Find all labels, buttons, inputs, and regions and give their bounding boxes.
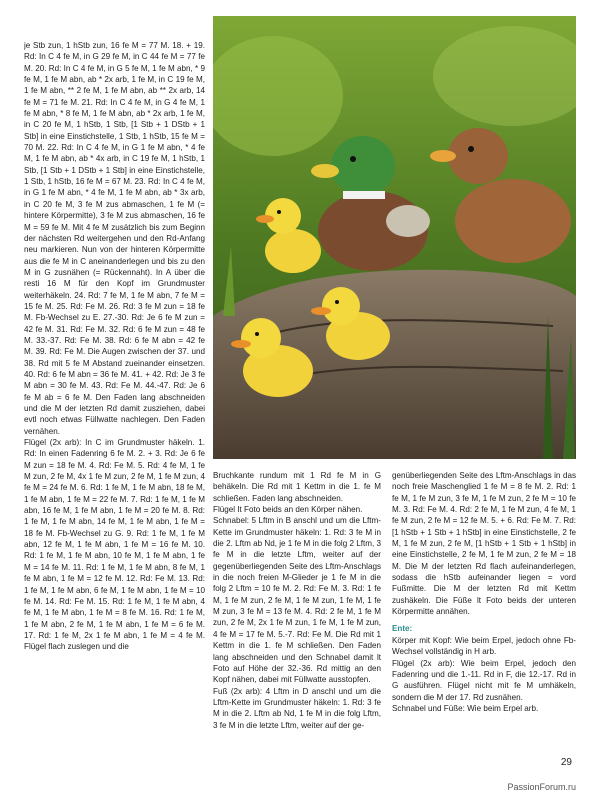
text-column-middle: [213, 470, 381, 770]
photo-illustration: [213, 16, 576, 459]
amigurumi-ducks-photo: [213, 16, 576, 459]
paragraph: Schnabel und Füße: Wie beim Erpel arb.: [392, 703, 539, 713]
paragraph: je Stb zun, 1 hStb zun, 16 fe M = 77 M. 18. + 19. Rd: In C 4 fe M, in G 29 fe M, in C 44 fe M = 77 fe M. 20. Rd: In C 4 fe M, in G 5 fe M, 1 fe M abn, * 9 fe M, 1 fe M abn, ab * 2x arb, 1 fe M, in C 19 fe M, 1 fe M abn, ** 2 fe M, 1 fe M abn, ab ** 2x arb, 14 fe M = 71 fe M. 21. Rd: In C 4 fe M, in G 4 fe M, 1 fe M abn, * 8 fe M, 1 fe M abn, ab * 2x arb, 1 fe M, in C 20 fe M, 1 hStb, 1 Stb, [1 Stb + 1 DStb + 1 Stb] in eine Einstichstelle, 1 Stb, 1 hStb, 15 fe M = 70 M. 22. Rd: In C 4 fe M, in G 1 fe M abn, * 4 fe M, 1 fe M abn, ab * 4x arb, in C 19 fe M, 1 hStb, 1 Stb, [1 Stb + 1 DStb + 1 Stb] in eine Einstichstelle, 1 Stb, 1 hStb, 16 fe M = 67 M. 23. Rd: In C 4 fe M, in G 1 fe M abn, * 4 fe M, 1 fe M abn, ab * 3x arb, in C 20 fe M, 3 fe M zus abmaschen, 1 fe M (= hintere Körpermitte), 3 fe M zus abmaschen, 16 fe M = 59 fe M. Mit 4 fe M zusätzlich bis zum Beginn der nächsten Rd weitergehen und den Rd-Anfang neu markieren. Nun von der hinteren Körpermitte aus die fe M in C aneinanderlegen und bis zu den M in G zusnähen (= Rückennaht). In A über die resti 16 M für den Kopf im Grundmuster weiterhäkeln. 24. Rd: 7 fe M, 1 fe M abn, 7 fe M = 15 fe M. 25. Rd: Fe M. 26. Rd: 3 fe M zun = 18 fe M. Fb-Wechsel zu E. 27.-30. Rd: Je 6 fe M zun = 42 fe M. 31. Rd: Fe M. 32. Rd: 6 fe M zun = 48 fe M. 33.-37. Rd: Fe M. 38. Rd: 6 fe M abn = 42 fe M. 39. Rd: Fe M. Die Augen zwischen der 37. und 38. Rd mit 5 fe M Abstand zueinander einsetzen. 40. Rd: 6 fe M abn = 36 fe M. 41. + 42. Rd: Je 3 fe M abn = 30 fe M. 43. Rd: Fe M. 44.-47. Rd: Je 6 fe M ab = 6 fe M. Den Faden lang abschneiden und die M der letzten Rd damit zusziehen, dabei evtl noch etwas Füllwatte nachlegen. Den Faden vernähen.: [24, 41, 205, 436]
paragraph: Flügel (2x arb): Wie beim Erpel, jedoch den Fadenring und die 1.-11. Rd in F, die 12.-17. Rd in G ausführen. Flügel nicht mit fe M umhäkeln, sondern die M der 17. Rd zusnähen.: [392, 658, 576, 702]
paragraph: genüberliegenden Seite des Lftm-Anschlags in das noch freie Maschenglied 1 fe M = 8 fe M. 2. Rd: 1 fe M, 1 fe M zun, 3 fe M, 1 fe M zun, 2 fe M = 10 fe M. 3. Rd: Fe M. 4. Rd: 2 fe M, 1 fe M zun, 4 fe M, 1 fe M zun, 2 fe M = 12 fe M. 5. + 6. Rd: Fe M. 7. Rd: [1 hStb + 1 Stb + 1 hStb] in eine Einstichstelle, 2 fe M, 1 fe M zun, 2 fe M, [1 hStb + 1 Stb + 1 hStb] in eine Einstichstelle, 2 fe M, 1 fe M zun, 2 fe M = 18 M. Die M der letzten Rd flach aufeinanderlegen, sodass die hStb aufeinander liegen = vord Fußmitte. Die M der letzten Rd mit Kettm zushäkeln. Die Füße lt Foto beids der unteren Körpermitte annähen.: [392, 471, 576, 617]
paragraph: Bruchkante rundum mit 1 Rd fe M in G behäkeln. Die Rd mit 1 Kettm in die 1. fe M schließen. Faden lang abschneiden.: [213, 471, 381, 503]
page-number: 29: [560, 757, 572, 768]
text-column-right: [392, 470, 576, 770]
paragraph: Flügel It Foto beids an den Körper nähen.: [213, 505, 363, 515]
watermark: PassionForum.ru: [507, 782, 576, 792]
section-heading: Ente:: [392, 624, 413, 634]
paragraph: Körper mit Kopf: Wie beim Erpel, jedoch ohne Fb-Wechsel vollständig in H arb.: [392, 635, 576, 657]
paragraph: Schnabel: 5 Lftm in B anschl und um die Lftm-Kette im Grundmuster häkeln: 1. Rd: 3 fe M in die 2. Lftm ab Nd, je 1 fe M in die folg 2 Lftm, 3 fe M in die letzte Lftm, weiter auf der gegenüberliegenden Seite des Lftm-Anschlags in die noch freien M-Glieder je 1 fe M in die folg 2 Lftm = 10 fe M. 2. Rd: Fe M. 3. Rd: 1 fe M, 1 fe M zun, 2 fe M, 1 fe M zun, 1 fe M, 1 fe M zun, 3 fe M = 13 fe M. 4. Rd: 2 fe M, 1 fe M zun, 2 fe M, 2x 1 fe M zun, 1 fe M, 1 fe M zun, 4 fe M = 17 fe M. 5.-7. Rd: Fe M. Die Rd mit 1 Kettm in die 1. fe M schließen. Den Faden lang abschneiden und den Schnabel damit lt Foto auf Höhe der 32.-36. Rd mittig an den Kopf nähen, dabei mit Füllwatte ausstopfen.: [213, 516, 381, 685]
paragraph: Fuß (2x arb): 4 Lftm in D anschl und um die Lftm-Kette im Grundmuster häkeln: 1. Rd: 3 fe M in die 2. Lftm ab Nd, 1 fe M in die folg Lftm, 3 fe M in die letzte Lftm, weiter auf der ge-: [213, 686, 381, 730]
paragraph: Flügel (2x arb): In C im Grundmuster häkeln. 1. Rd: In einen Fadenring 6 fe M. 2. + 3. Rd: Je 6 fe M zun = 18 fe M. 4. Rd: Fe M. 5. Rd: 4 fe M, 1 fe M zun, 2 fe M, 4x 1 fe M zun, 2 fe M, 1 fe M zun, 4 fe M = 24 fe M. 6. Rd: 1 fe M, 1 fe M abn, 18 fe M, 1 fe M abn, 1 fe M = 22 fe M. 7. Rd: 1 fe M, 1 fe M abn, 16 fe M, 1 fe M abn, 1 fe M = 20 fe M. 8. Rd: 1 fe M, 1 fe M abn, 14 fe M, 1 fe M abn, 1 fe M = 18 fe M. Fb-Wechsel zu G. 9. Rd: 1 fe M, 1 fe M abn, 12 fe M, 1 fe M abn, 1 fe M = 16 fe M. 10. Rd: 1 fe M, 1 fe M abn, 10 fe M, 1 fe M abn, 1 fe M = 14 fe M. 11. Rd: 1 fe M, 1 fe M abn, 8 fe M, 1 fe M abn, 1 fe M = 12 fe M. 12. Rd: Fe M. 13. Rd: 1 fe M, 1 fe M abn, 6 fe M, 1 fe M abn, 1 fe M = 10 fe M. 14. Rd: Fe M. 15. Rd: 1 fe M, 1 fe M abn, 4 fe M, 1 fe M abn, 1 fe M = 8 fe M. 16. Rd: 1 fe M, 1 fe M abn, 2 fe M, 1 fe M abn, 1 fe M = 6 fe M. 17. Rd: 1 fe M, 2x 1 fe M abn, 1 fe M = 4 fe M. Flügel flach zuslegen und die: [24, 438, 205, 652]
text-column-left: [24, 40, 205, 716]
